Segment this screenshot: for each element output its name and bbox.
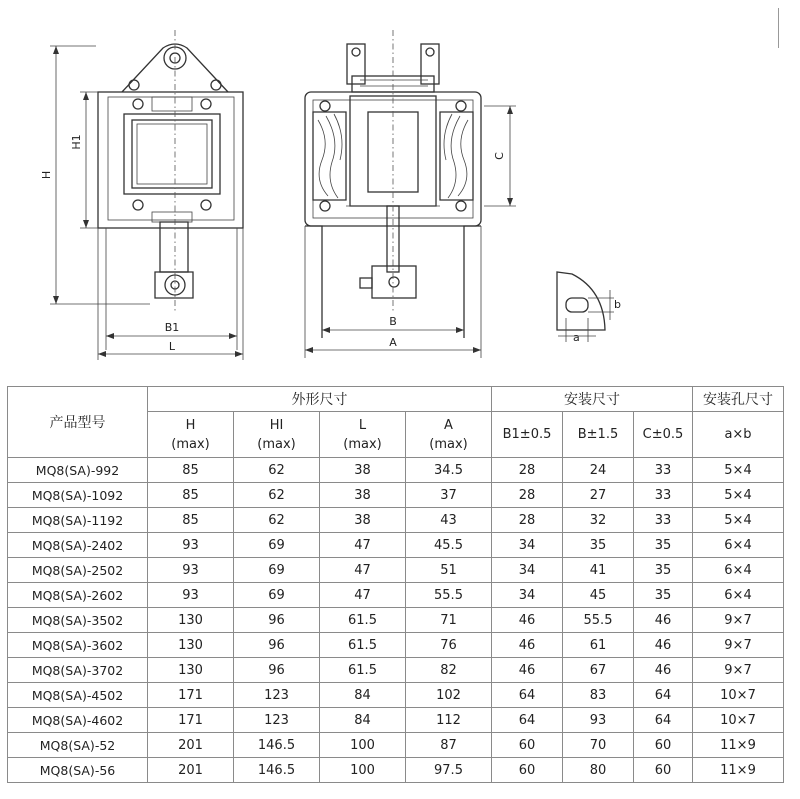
value-cell: 47 [320,583,406,608]
subheader-c: C±0.5 [634,412,693,458]
value-cell: 60 [492,758,563,783]
hole-detail [557,272,621,344]
value-cell: 64 [492,683,563,708]
value-cell: 6×4 [693,558,784,583]
dim-label-a-hole: a [573,331,580,344]
value-cell: 61.5 [320,658,406,683]
value-cell: 64 [634,708,693,733]
model-cell: MQ8(SA)-1192 [8,508,148,533]
value-cell: 70 [563,733,634,758]
value-cell: 38 [320,483,406,508]
value-cell: 96 [234,658,320,683]
value-cell: 171 [148,708,234,733]
value-cell: 60 [492,733,563,758]
dim-label-b1: B1 [164,321,180,334]
value-cell: 46 [492,658,563,683]
value-cell: 100 [320,733,406,758]
value-cell: 64 [634,683,693,708]
header-model: 产品型号 [8,387,148,458]
value-cell: 112 [406,708,492,733]
value-cell: 146.5 [234,758,320,783]
value-cell: 82 [406,658,492,683]
value-cell: 64 [492,708,563,733]
subheader-h1: HI (max) [234,412,320,458]
header-install: 安装尺寸 [492,387,693,412]
table-row [8,508,784,533]
value-cell: 123 [234,683,320,708]
value-cell: 35 [634,533,693,558]
value-cell: 46 [634,608,693,633]
value-cell: 35 [634,583,693,608]
value-cell: 62 [234,483,320,508]
value-cell: 28 [492,458,563,483]
value-cell: 93 [148,583,234,608]
subheader-b1: B1±0.5 [492,412,563,458]
model-cell: MQ8(SA)-4502 [8,683,148,708]
technical-drawing [0,0,800,382]
value-cell: 80 [563,758,634,783]
value-cell: 47 [320,558,406,583]
value-cell: 85 [148,458,234,483]
value-cell: 51 [406,558,492,583]
value-cell: 33 [634,458,693,483]
value-cell: 46 [634,658,693,683]
value-cell: 61.5 [320,633,406,658]
value-cell: 5×4 [693,483,784,508]
dim-label-a: A [389,336,397,349]
value-cell: 85 [148,483,234,508]
model-cell: MQ8(SA)-3602 [8,633,148,658]
value-cell: 34 [492,533,563,558]
spec-table [7,386,784,783]
value-cell: 35 [634,558,693,583]
value-cell: 201 [148,733,234,758]
table-row [8,558,784,583]
value-cell: 28 [492,483,563,508]
value-cell: 76 [406,633,492,658]
value-cell: 34 [492,583,563,608]
dim-label-h1: H1 [70,134,83,150]
table-row [8,633,784,658]
value-cell: 46 [634,633,693,658]
value-cell: 24 [563,458,634,483]
subheader-a: A (max) [406,412,492,458]
value-cell: 11×9 [693,758,784,783]
model-cell: MQ8(SA)-2602 [8,583,148,608]
dim-label-b-hole: b [614,298,621,311]
value-cell: 9×7 [693,633,784,658]
value-cell: 62 [234,458,320,483]
value-cell: 102 [406,683,492,708]
value-cell: 61 [563,633,634,658]
value-cell: 33 [634,483,693,508]
value-cell: 55.5 [406,583,492,608]
side-dims [305,106,516,358]
subheader-l: L (max) [320,412,406,458]
model-cell: MQ8(SA)-1092 [8,483,148,508]
value-cell: 83 [563,683,634,708]
front-view [98,30,243,350]
value-cell: 96 [234,608,320,633]
value-cell: 45 [563,583,634,608]
value-cell: 46 [492,608,563,633]
value-cell: 34.5 [406,458,492,483]
value-cell: 97.5 [406,758,492,783]
value-cell: 37 [406,483,492,508]
value-cell: 93 [148,558,234,583]
value-cell: 130 [148,658,234,683]
value-cell: 96 [234,633,320,658]
table-row [8,758,784,783]
value-cell: 130 [148,633,234,658]
value-cell: 5×4 [693,508,784,533]
model-cell: MQ8(SA)-52 [8,733,148,758]
value-cell: 34 [492,558,563,583]
model-cell: MQ8(SA)-2502 [8,558,148,583]
value-cell: 35 [563,533,634,558]
value-cell: 123 [234,708,320,733]
header-outline: 外形尺寸 [148,387,492,412]
table-row [8,683,784,708]
value-cell: 38 [320,508,406,533]
value-cell: 46 [492,633,563,658]
value-cell: 93 [148,533,234,558]
value-cell: 69 [234,583,320,608]
value-cell: 6×4 [693,583,784,608]
value-cell: 100 [320,758,406,783]
value-cell: 38 [320,458,406,483]
table-row [8,533,784,558]
subheader-b: B±1.5 [563,412,634,458]
dim-label-h: H [40,170,53,180]
table-row [8,483,784,508]
subheader-axb: a×b [693,412,784,458]
value-cell: 201 [148,758,234,783]
table-row [8,458,784,483]
table-row [8,608,784,633]
side-view [305,30,481,338]
value-cell: 85 [148,508,234,533]
table-row [8,658,784,683]
value-cell: 60 [634,758,693,783]
value-cell: 27 [563,483,634,508]
model-cell: MQ8(SA)-3502 [8,608,148,633]
value-cell: 47 [320,533,406,558]
value-cell: 41 [563,558,634,583]
value-cell: 60 [634,733,693,758]
dim-label-b: B [389,315,397,328]
table-row [8,583,784,608]
value-cell: 84 [320,708,406,733]
value-cell: 10×7 [693,683,784,708]
value-cell: 32 [563,508,634,533]
model-cell: MQ8(SA)-56 [8,758,148,783]
front-dims [40,46,243,360]
model-cell: MQ8(SA)-2402 [8,533,148,558]
model-cell: MQ8(SA)-992 [8,458,148,483]
value-cell: 43 [406,508,492,533]
value-cell: 67 [563,658,634,683]
header-hole: 安装孔尺寸 [693,387,784,412]
value-cell: 9×7 [693,658,784,683]
value-cell: 71 [406,608,492,633]
value-cell: 10×7 [693,708,784,733]
value-cell: 93 [563,708,634,733]
subheader-h: H (max) [148,412,234,458]
value-cell: 69 [234,558,320,583]
value-cell: 61.5 [320,608,406,633]
value-cell: 28 [492,508,563,533]
value-cell: 9×7 [693,608,784,633]
value-cell: 87 [406,733,492,758]
table-row [8,733,784,758]
value-cell: 11×9 [693,733,784,758]
value-cell: 55.5 [563,608,634,633]
dim-label-c: C [493,152,506,160]
value-cell: 6×4 [693,533,784,558]
value-cell: 130 [148,608,234,633]
value-cell: 171 [148,683,234,708]
value-cell: 84 [320,683,406,708]
value-cell: 33 [634,508,693,533]
value-cell: 69 [234,533,320,558]
model-cell: MQ8(SA)-4602 [8,708,148,733]
table-row [8,708,784,733]
value-cell: 146.5 [234,733,320,758]
value-cell: 45.5 [406,533,492,558]
value-cell: 5×4 [693,458,784,483]
dim-label-l: L [168,340,176,353]
model-cell: MQ8(SA)-3702 [8,658,148,683]
value-cell: 62 [234,508,320,533]
